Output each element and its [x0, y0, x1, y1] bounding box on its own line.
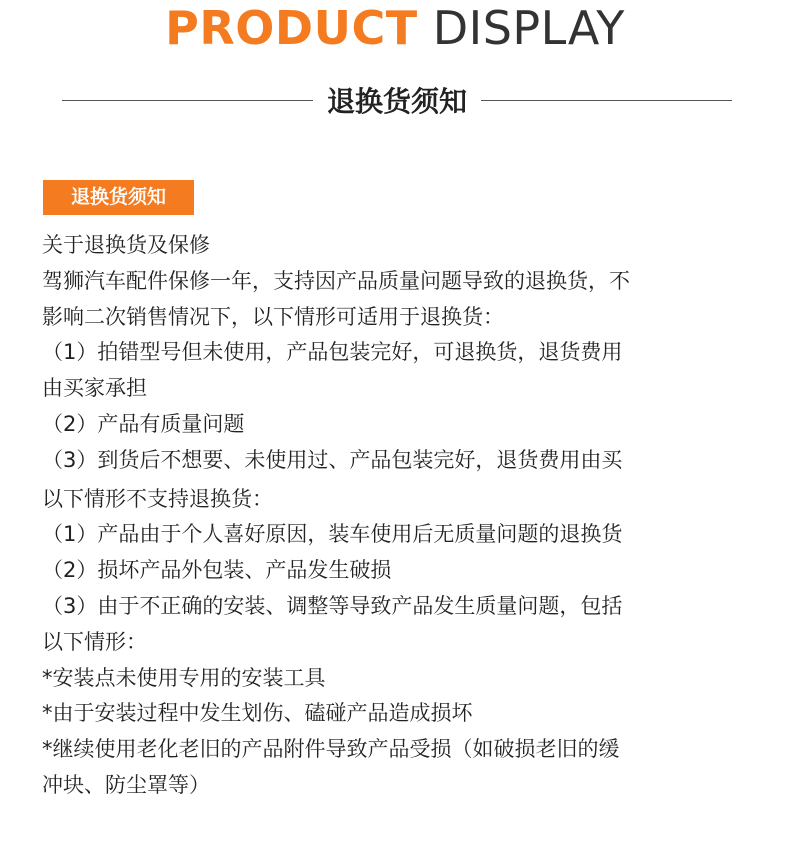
policy-line: *由于安装过程中发生划伤、磕碰产品造成损坏 [42, 701, 473, 726]
page-title [0, 2, 790, 54]
policy-line: （2）产品有质量问题 [42, 411, 245, 436]
page-title-strong: PRODUCT [165, 1, 418, 55]
policy-line: 由买家承担 [42, 376, 147, 401]
policy-line: 关于退换货及保修 [42, 233, 210, 257]
section-heading [62, 78, 732, 122]
policy-line: （3）由于不正确的安装、调整等导致产品发生质量问题，包括 [42, 593, 623, 618]
policy-line: 以下情形不支持退换货： [42, 486, 273, 511]
left-divider [62, 100, 313, 101]
policy-line: （2）损坏产品外包装、产品发生破损 [42, 558, 392, 583]
policy-line: 影响二次销售情况下，以下情形可适用于退换货： [42, 304, 504, 329]
policy-line: （1）拍错型号但未使用，产品包装完好，可退换货，退货费用 [42, 340, 623, 365]
section-subtitle: 退换货须知 [327, 85, 468, 118]
right-divider [481, 100, 732, 101]
policy-line: 以下情形： [42, 629, 147, 654]
section-badge: 退换货须知 [43, 180, 194, 215]
policy-line: 冲块、防尘罩等） [42, 772, 210, 797]
policy-line: （3）到货后不想要、未使用过、产品包装完好，退货费用由买 [42, 447, 623, 472]
policy-line: *安装点未使用专用的安装工具 [42, 665, 326, 690]
policy-text [42, 228, 752, 804]
page-title-light: DISPLAY [417, 1, 625, 55]
policy-line: *继续使用老化老旧的产品附件导致产品受损（如破损老旧的缓 [42, 737, 620, 762]
policy-line: （1）产品由于个人喜好原因，装车使用后无质量问题的退换货 [42, 522, 623, 547]
policy-line: 驾狮汽车配件保修一年，支持因产品质量问题导致的退换货，不 [42, 268, 630, 293]
